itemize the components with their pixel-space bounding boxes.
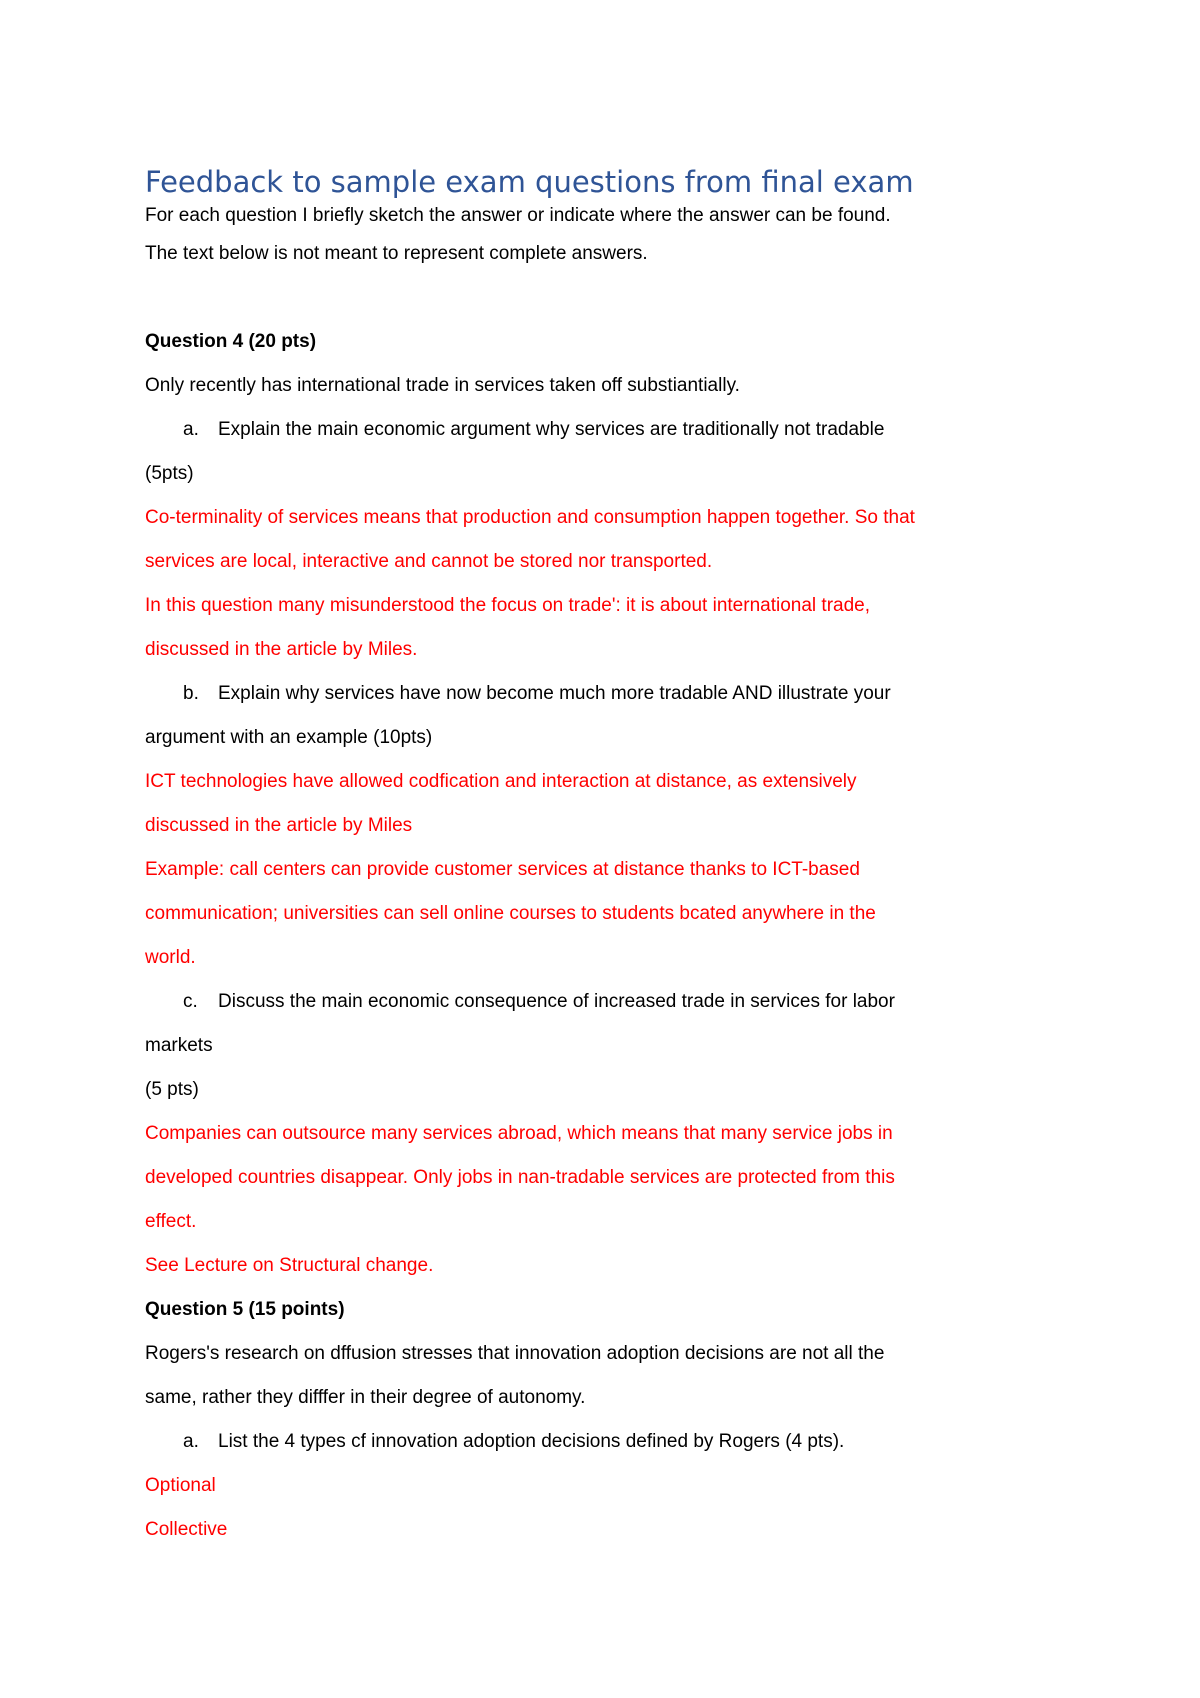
list-marker: a. [183, 419, 199, 440]
answer-line: discussed in the article by Miles [145, 815, 413, 836]
sub-question-line: argument with an example (10pts) [145, 727, 433, 748]
answer-line: communication; universities can sell online courses to students bcated anywhere in the [145, 903, 876, 924]
sub-question-text [145, 1420, 1065, 1464]
sub-question-text [145, 980, 1065, 1024]
answer-line: Example: call centers can provide customer services at distance thanks to ICT-based [145, 859, 860, 880]
answer-line: services are local, interactive and cannot be stored nor transported. [145, 551, 713, 572]
sub-question-b [145, 672, 1065, 980]
question-stem: Rogers's research on dffusion stresses that innovation adoption decisions are not all the [145, 1343, 885, 1364]
sub-question-a [145, 1420, 1065, 1552]
answer-line: ICT technologies have allowed codfication and interaction at distance, as extensively [145, 771, 857, 792]
list-marker: b. [183, 683, 199, 704]
question-stem: same, rather they difffer in their degree of autonomy. [145, 1387, 586, 1408]
intro-line: The text below is not meant to represent complete answers. [145, 243, 648, 264]
document-title: Feedback to sample exam questions from final exam [145, 165, 914, 199]
sub-question-c [145, 980, 1065, 1288]
sub-question-line: Discuss the main economic consequence of increased trade in services for labor [218, 991, 895, 1012]
answer-line: See Lecture on Structural change. [145, 1255, 434, 1276]
answer-line: Collective [145, 1519, 228, 1540]
answer-line: world. [145, 947, 196, 968]
sub-question-line: markets [145, 1035, 213, 1056]
document-page [145, 162, 1065, 1552]
answer-line: developed countries disappear. Only jobs in nan-tradable services are protected from this [145, 1167, 895, 1188]
question-heading: Question 4 (20 pts) [145, 331, 317, 352]
question-4 [145, 320, 1065, 1288]
answer-line: Companies can outsource many services abroad, which means that many service jobs in [145, 1123, 893, 1144]
sub-question-points: (5pts) [145, 463, 194, 484]
sub-question-a [145, 408, 1065, 672]
question-heading: Question 5 (15 points) [145, 1299, 345, 1320]
answer-line: effect. [145, 1211, 197, 1232]
sub-question-points: (5 pts) [145, 1079, 199, 1100]
answer-line: discussed in the article by Miles. [145, 639, 418, 660]
answer-line: Co-terminality of services means that production and consumption happen together. So that [145, 507, 915, 528]
sub-question-line: Explain the main economic argument why services are traditionally not tradable [218, 419, 885, 440]
question-stem: Only recently has international trade in services taken off substiantially. [145, 375, 740, 396]
intro-line: For each question I briefly sketch the answer or indicate where the answer can be found. [145, 205, 891, 226]
sub-question-text [145, 672, 1065, 716]
list-marker: c. [183, 991, 198, 1012]
answer-line: Optional [145, 1475, 216, 1496]
question-5 [145, 1288, 1065, 1552]
sub-question-text [145, 408, 1065, 452]
sub-question-line: Explain why services have now become much more tradable AND illustrate your [218, 683, 891, 704]
spacer [145, 276, 1065, 320]
answer-line: In this question many misunderstood the focus on trade': it is about international trade, [145, 595, 870, 616]
sub-question-line: List the 4 types cf innovation adoption decisions defined by Rogers (4 pts). [218, 1431, 845, 1452]
list-marker: a. [183, 1431, 199, 1452]
